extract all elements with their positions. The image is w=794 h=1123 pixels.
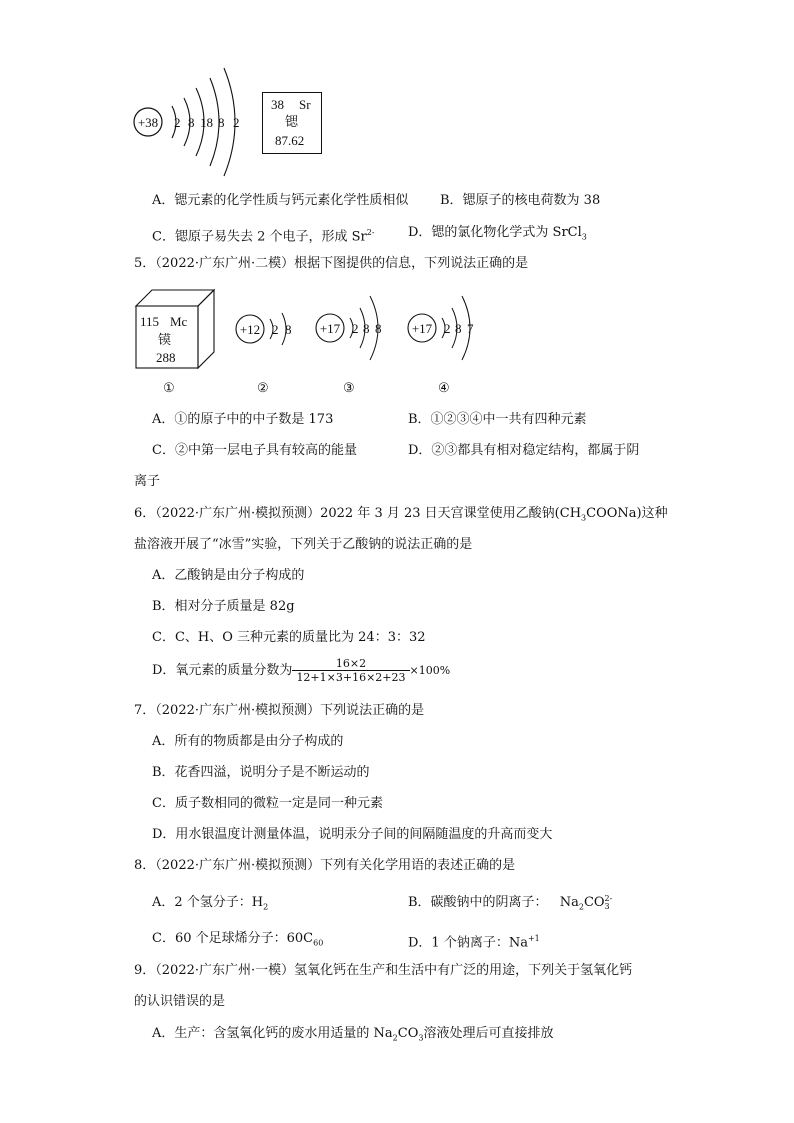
q9-stem-line2: 的认识错误的是 [134,994,226,1009]
charge-superscript: 2- [366,228,375,237]
q6-option-a: A．乙酸钠是由分子构成的 [152,568,305,583]
q8-option-b-text: B．碳酸钠中的阴离子： [408,895,548,910]
q4-option-a: A．锶元素的化学性质与钙元素化学性质相似 [152,193,409,208]
nucleus-charge: +12 [239,322,261,337]
q5-option-d: D．②③都具有相对稳定结构，都属于阴 [408,443,640,458]
q6-stem-line2: 盐溶液开展了“冰雪”实验，下列关于乙酸钠的说法正确的是 [134,537,473,552]
figure-label-2: ② [257,381,269,396]
q8-option-b [408,894,612,917]
element-symbol: Sr [299,97,311,112]
q4-option-d-text: D．锶的氯化物化学式为 SrCl [408,225,582,240]
element-cell-sr [262,92,322,154]
subscript: 3 [581,513,587,523]
subscript: 2 [263,902,269,912]
shell-electrons: 2 [352,321,359,336]
q7-option-c: C．质子数相同的微粒一定是同一种元素 [152,796,383,811]
charge-superscript: +1 [527,934,540,943]
formula-na: Na [559,895,579,910]
q9-option-a-end: 溶液处理后可直接排放 [423,1026,554,1041]
atomic-mass: 87.62 [275,133,305,148]
strontium-atom-diagram [130,62,250,182]
q4-option-b: B．锶原子的核电荷数为 38 [440,193,601,208]
subscript: 2 [578,902,584,912]
q8-option-c-text: C．60 个足球烯分子：60C [152,931,314,946]
shell-electrons: 8 [455,321,462,336]
shell-electrons: 8 [375,321,382,336]
figure-label-1: ① [163,381,175,396]
shell-electrons: 7 [467,321,474,336]
fraction-numerator: 16×2 [335,657,367,670]
q6-stem-line1 [134,505,668,528]
subscript: 60 [313,938,324,948]
fraction-denominator: 12+1×3+16×2+23 [292,670,409,684]
q6-stem-text: 6．（2022·广东广州·模拟预测）2022 年 3 月 23 日天宫课堂使用乙酸钠(CH [134,506,582,521]
q6-option-d-suffix: ×100% [409,663,451,677]
subscript: 3 [418,1033,424,1043]
sub-sup-stack [605,895,613,911]
element-name: 镆 [158,332,172,347]
shell-electrons: 8 [188,115,195,130]
q9-option-a-text: A．生产：含氢氧化钙的废水用适量的 Na [152,1026,393,1041]
q8-option-d [408,930,540,952]
q8-option-a-text: A．2 个氢分子：H [152,895,264,910]
q5-option-b: B．①②③④中一共有四种元素 [408,412,587,427]
shell-electrons: 2 [272,322,279,337]
subscript: 2 [392,1033,398,1043]
q4-option-d [408,224,587,247]
figure-label-4: ④ [438,381,450,396]
atom-diagram-3 [312,290,392,368]
q8-option-d-text: D．1 个钠离子：Na [408,935,528,951]
shell-electrons: 8 [363,321,370,336]
shell-electrons: 2 [174,115,181,130]
nucleus-charge: +17 [411,321,433,336]
shell-electrons: 18 [200,115,213,130]
q9-option-a [152,1025,553,1048]
q9-stem-line1: 9．（2022·广东广州·一模）氢氧化钙在生产和生活中有广泛的用途，下列关于氢氧化钙 [134,963,633,978]
q8-option-c [152,930,323,953]
q4-option-c [152,224,375,246]
atom-diagram-4 [404,290,484,368]
shell-electrons: 8 [218,115,225,130]
q7-option-a: A．所有的物质都是由分子构成的 [152,734,344,749]
q6-option-b: B．相对分子质量是 82g [152,599,295,614]
q5-option-c: C．②中第一层电子具有较高的能量 [152,443,357,458]
q8-stem: 8．（2022·广东广州·模拟预测）下列有关化学用语的表述正确的是 [134,858,516,873]
subscript: 3 [604,901,610,911]
q6-stem-text-end: COONa)这种 [586,506,668,521]
q9-option-a-co: CO [397,1026,419,1041]
atomic-number: 38 [271,97,284,112]
nucleus-charge: +38 [137,115,159,130]
nucleus-charge: +17 [319,321,341,336]
q7-option-b: B．花香四溢，说明分子是不断运动的 [152,765,370,780]
subscript: 3 [581,232,587,242]
q4-option-c-text: C．锶原子易失去 2 个电子，形成 Sr [152,229,367,245]
element-symbol: Mc [170,314,188,329]
mass-fraction [292,657,409,684]
shell-electrons: 8 [285,322,292,337]
q6-option-d-text: D．氧元素的质量分数为 [152,662,293,678]
charge-superscript: 2- [604,893,613,903]
atomic-number: 115 [140,314,160,329]
atomic-mass: 288 [156,350,176,365]
atom-diagram-2 [232,306,306,352]
q6-option-c: C．C、H、O 三种元素的质量比为 24：3：32 [152,630,426,645]
shell-electrons: 2 [233,115,240,130]
q8-option-a [152,894,268,917]
carbonate-formula [560,895,613,910]
element-cube-mc [132,286,222,374]
element-name: 锶 [285,115,299,130]
shell-electrons: 2 [444,321,451,336]
q5-option-a: A．①的原子中的中子数是 173 [152,412,334,427]
q5-option-d-cont: 离子 [134,474,161,489]
q7-option-d: D．用水银温度计测量体温，说明汞分子间的间隔随温度的升高而变大 [152,827,553,842]
formula-co: CO [583,895,605,910]
figure-label-3: ③ [343,381,355,396]
q5-stem: 5．（2022·广东广州·二模）根据下图提供的信息，下列说法正确的是 [134,256,529,271]
q7-stem: 7．（2022·广东广州·模拟预测）下列说法正确的是 [134,703,425,718]
q6-option-d [152,657,450,684]
